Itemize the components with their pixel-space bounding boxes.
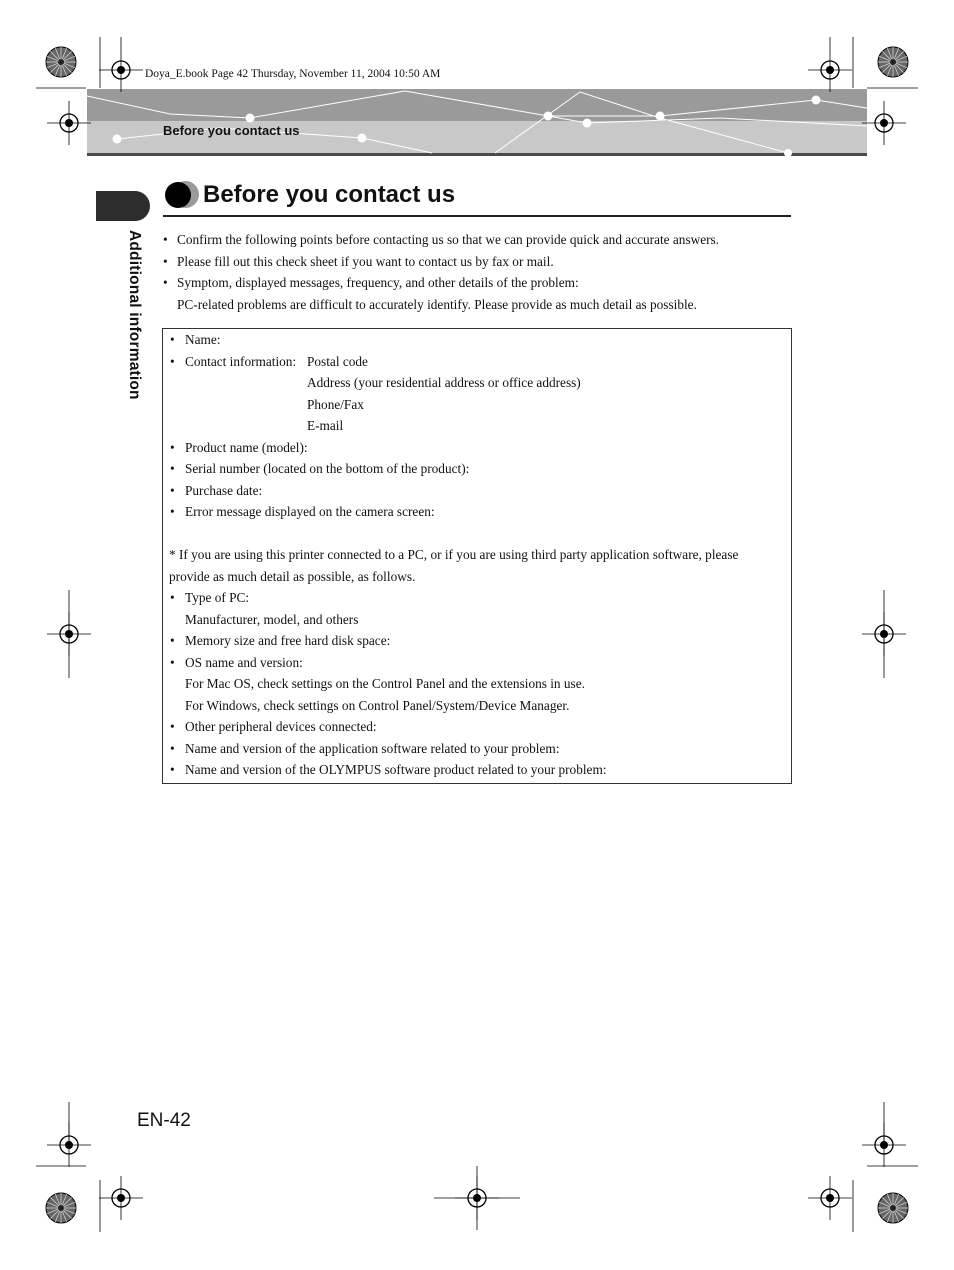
book-file-info: Doya_E.book Page 42 Thursday, November 11, 2004 10:50 AM — [145, 68, 441, 80]
side-tab-marker — [96, 191, 150, 221]
pc-note: * If you are using this printer connected to a PC, or if you are using third party application software, please — [169, 547, 739, 562]
checklist-os-windows: For Windows, check settings on Control Panel/System/Device Manager. — [185, 697, 570, 713]
page-title: Before you contact us — [203, 181, 456, 208]
checklist-contact-address: Address (your residential address or office address) — [307, 375, 581, 390]
pc-note-continued: provide as much detail as possible, as follows. — [169, 568, 416, 584]
checklist-type-of-pc-detail: Manufacturer, model, and others — [185, 611, 359, 627]
intro-item: • Please fill out this check sheet if you want to contact us by fax or mail. — [163, 253, 554, 269]
intro-continuation: PC-related problems are difficult to accurately identify. Please provide as much detail as possible. — [177, 296, 697, 312]
intro-list — [163, 229, 803, 315]
page-number: EN-42 — [137, 1110, 191, 1131]
checklist-contact-email: E-mail — [307, 418, 344, 433]
checklist-os-mac: For Mac OS, check settings on the Control Panel and the extensions in use. — [185, 676, 585, 691]
intro-item: • Symptom, displayed messages, frequency, and other details of the problem: — [163, 275, 579, 290]
header-section-title: Before you contact us — [163, 123, 300, 138]
side-tab-label: Additional information — [126, 230, 143, 400]
title-circle-icon — [165, 180, 199, 210]
checklist-contact-phone: Phone/Fax — [307, 396, 364, 412]
intro-item: • Confirm the following points before contacting us so that we can provide quick and accurate answers. — [163, 232, 720, 247]
page-title-bar — [163, 180, 791, 217]
check-sheet-box: • Name: • Contact information: Postal code Address (your residential address or office address) Phone/Fax E-mail • Product name (model): • Serial number (located on the bottom of the product): • Purchase date: • Error message displayed on the camera screen: * If you are using this printer connected to a PC, or if you are using third party application software, please provide as much detail as possible, as follows. • Type of PC: Manufacturer, model, and others • Memory size and free hard disk space: • OS name and version: For Mac OS, check settings on the Control Panel and the extensions in use. For Windows, check settings on Control Panel/System/Device Manager. • Other peripheral devices connected: • Name and version of the application software related to your problem: • Name and version of the OLYMPUS software product related to your problem: — [162, 328, 792, 784]
